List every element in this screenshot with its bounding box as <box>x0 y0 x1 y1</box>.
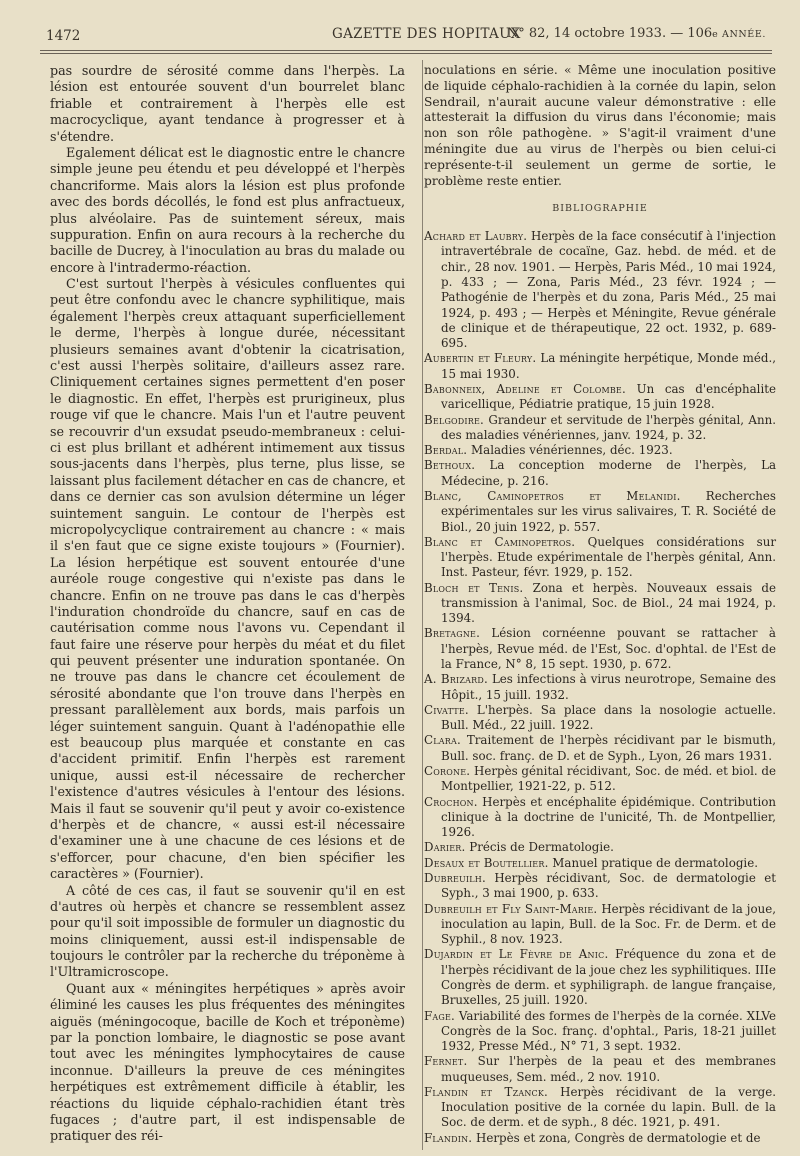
reference-text: Précis de Dermatologie. <box>469 840 614 855</box>
reference-text: Zona et herpès. Nouveaux essais de transmission à l'animal, Soc. de Biol., 24 mai 1924, p. 1394. <box>441 580 776 626</box>
paragraph: pas sourdre de sérosité comme dans l'herpès. La lésion est entourée souvent d'un bourrelet blanc friable et contrairement à l'herpès elle est macrocyclique, ayant tendance à progresser et à s'étendre. <box>50 63 405 144</box>
bibliography-entry <box>424 703 776 734</box>
bibliography-entry <box>424 733 776 764</box>
bibliography-entry <box>424 672 776 703</box>
bibliography-entry <box>424 764 776 795</box>
journal-title: GAZETTE DES HOPITAUX <box>332 26 521 42</box>
bibliography-list <box>424 229 776 1146</box>
bibliography-heading: BIBLIOGRAPHIE <box>552 203 648 215</box>
paragraph: Egalement délicat est le diagnostic entre le chancre simple jeune peu étendu et peu développé et l'herpès chancriforme. Mais alors la lésion est plus profonde avec des bords décollés, le fond est plus anfractueux, plus alvéolaire. Pas de suintement séreux, mais suppuration. Enfin on aura recours à la recherche du bacille de Ducrey, à l'inoculation au bras du malade ou encore à l'intradermo-réaction. <box>50 144 405 275</box>
bibliography-entry <box>424 382 776 413</box>
reference-text: Herpès génital récidivant, Soc. de méd. et biol. de Montpellier, 1921-22, p. 512. <box>441 764 777 794</box>
paragraph: A côté de ces cas, il faut se souvenir qu'il en est d'autres où herpès et chancre se ressemblent assez pour qu'il soit impossible de formuler un diagnostic du moins cliniquement, aussi est-il indispensable de toujours le contrôler par la recherche du tréponème à l'Ultramicroscope. <box>50 882 405 980</box>
reference-text: Herpès et zona, Congrès de dermatologie et de <box>476 1130 761 1145</box>
bibliography-entry <box>424 840 776 855</box>
reference-text: Fréquence du zona et de l'herpès récidivant de la joue chez les syphilitiques. IIIe Congrès de derm. et syphiligraph. de langue française, Bruxelles, 25 juill. 1920. <box>441 947 776 1008</box>
bibliography-entry <box>424 581 776 627</box>
reference-author: Desaux et Boutellier. <box>424 855 549 870</box>
reference-author: Berdal. <box>424 443 468 458</box>
reference-author: Dujardin et Le Fèvre de Anic. <box>424 947 609 962</box>
reference-author: Aubertin et Fleury. <box>424 351 537 366</box>
reference-author: Blanc, Caminopetros et Melanidi. <box>424 488 681 503</box>
reference-author: Fage. <box>424 1008 455 1023</box>
bibliography-entry <box>424 795 776 841</box>
reference-author: Belgodire. <box>424 412 485 427</box>
bibliography-entry <box>424 1054 776 1085</box>
reference-text: La méningite herpétique, Monde méd., 15 mai 1930. <box>441 351 777 381</box>
reference-text: Recherches expérimentales sur les virus salivaires, T. R. Société de Biol., 20 juin 1922, p. 557. <box>441 488 776 534</box>
reference-author: Civatte. <box>424 702 469 717</box>
reference-author: Corone. <box>424 764 471 779</box>
reference-text: Grandeur et servitude de l'herpès génital, Ann. des maladies vénériennes, janv. 1924, p. 32. <box>441 412 777 442</box>
paragraph: Quant aux « méningites herpétiques » après avoir éliminé les causes les plus fréquentes des méningites aiguës (méningocoque, bacille de Koch et tréponème) par la ponction lombaire, le diagnostic se pose avant tout avec les méningites lymphocytaires de cause inconnue. D'ailleurs la preuve de ces méningites herpétiques est extrêmement difficile à établir, les réactions du liquide céphalo-rachidien étant très fugaces ; d'autre part, il est indispensable de pratiquer des réi- <box>50 980 405 1144</box>
reference-author: Flandin et Tzanck. <box>424 1084 548 1099</box>
bibliography-entry <box>424 413 776 444</box>
reference-author: Clara. <box>424 733 461 748</box>
paragraph: C'est surtout l'herpès à vésicules confluentes qui peut être confondu avec le chancre syphilitique, mais également l'herpès creux attaquant superficiellement le derme, l'herpès à longue durée, nécessitant plusieurs semaines avant d'obtenir la cicatrisation, c'est aussi l'herpès solitaire, d'ailleurs assez rare. Cliniquement certaines signes permettent d'en poser le diagnostic. En effet, l'herpès est prurigineux, plus rouge vif que le chancre. Mais l'un et l'autre peuvent se recouvrir d'un exsudat pseudo-membraneux : celui-ci est plus brillant et adhérent intimement aux tissus sous-jacents dans l'herpès, plus terne, plus lisse, se laissant plus facilement détacher en cas de chancre, et dans ce dernier cas son avulsion détermine un léger suintement sanguin. Le contour de l'herpès est micropolycyclique contrairement au chancre : « mais il s'en faut que ce signe existe toujours » (Fournier). La lésion herpétique est souvent entourée d'une auréole rouge congestive qui n'existe pas dans le chancre. Enfin on ne trouve pas dans le cas d'herpès l'induration chondroïde du chancre, sauf en cas de cautérisation comme nous l'avons vu. Cependant il faut faire une réserve pour herpès du méat et du filet qui peuvent présenter une induration spontanée. On ne trouve pas dans le chancre cet écoulement de sérosité abondante que l'on trouve dans l'herpès en pressant parallèlement aux bords, mais parfois un léger suintement sanguin. Quant à l'adénopathie elle est beaucoup plus marquée et constante en cas d'accident primitif. Enfin l'herpès est rarement unique, aussi est-il nécessaire de rechercher l'existence d'autres vésicules à l'entour des lésions. Mais il faut se souvenir qu'il peut y avoir co-existence d'herpès et de chancre, « aussi est-il nécessaire d'examiner une à une chacune de ces lésions et de s'efforcer, pour chacune, d'en bien spécifier les caractères » (Fournier). <box>50 276 405 882</box>
left-column <box>50 63 405 1145</box>
reference-author: Fernet. <box>424 1054 468 1069</box>
reference-text: Lésion cornéenne pouvant se rattacher à l'herpès, Revue méd. de l'Est, Soc. d'ophtal. de l'Est de la France, N° 8, 15 sept. 1930, p. 672. <box>441 626 776 672</box>
bibliography-entry <box>424 1085 776 1131</box>
bibliography-entry <box>424 351 776 382</box>
bibliography-entry <box>424 535 776 581</box>
bibliography-entry <box>424 902 776 948</box>
issue-number-date: N° 82, 14 octobre 1933. — 106 <box>506 26 713 41</box>
issue-info <box>507 26 766 41</box>
reference-text: Un cas d'encéphalite varicellique, Pédiatrie pratique, 15 juin 1928. <box>441 381 776 412</box>
reference-author: Darier. <box>424 840 466 855</box>
reference-text: L'herpès. Sa place dans la nosologie actuelle. Bull. Méd., 22 juill. 1922. <box>441 702 777 733</box>
reference-text: Maladies vénériennes, déc. 1923. <box>471 443 673 458</box>
bibliography-entry <box>424 947 776 1008</box>
reference-author: Bethoux. <box>424 458 476 473</box>
reference-author: Dubreuilh. <box>424 870 486 885</box>
bibliography-entry <box>424 443 776 458</box>
bibliography-entry <box>424 1009 776 1055</box>
reference-author: Bloch et Tenis. <box>424 580 524 595</box>
column-divider <box>422 60 423 1150</box>
reference-author: A. Brizard. <box>424 672 488 687</box>
bibliography-entry <box>424 626 776 672</box>
bibliography-entry <box>424 856 776 871</box>
reference-text: Herpès de la face consécutif à l'injection intravertébrale de cocaïne, Gaz. hebd. de méd. et de chir., 28 nov. 1901. — Herpès, Paris Méd., 10 mai 1924, p. 433 ; — Zona, Paris Méd., 23 févr. 1924 ; — Pathogénie de l'herpès et du zona, Paris Méd., 25 mai 1924, p. 493 ; — Herpès et Méningite, Revue générale de clinique et de thérapeutique, 22 oct. 1932, p. 689-695. <box>441 229 776 351</box>
issue-year-suffix: e ANNÉE. <box>712 29 766 40</box>
reference-text: Herpès récidivant de la verge. Inoculation positive de la cornée du lapin. Bull. de la Soc. de derm. et de syph., 8 déc. 1921, p. 491. <box>441 1084 776 1130</box>
reference-text: Quelques considérations sur l'herpès. Etude expérimentale de l'herpès génital, Ann. Inst. Pasteur, févr. 1929, p. 152. <box>441 534 777 580</box>
reference-text: Variabilité des formes de l'herpès de la cornée. XLVe Congrès de la Soc. franç. d'ophtal., Paris, 18-21 juillet 1932, Presse Méd., N° 71, 3 sept. 1932. <box>441 1008 776 1054</box>
reference-text: Traitement de l'herpès récidivant par le bismuth, Bull. soc. franç. de D. et de Syph., Lyon, 26 mars 1931. <box>441 733 776 763</box>
reference-author: Bretagne. <box>424 626 481 641</box>
page-number: 1472 <box>46 28 81 44</box>
reference-author: Blanc et Caminopetros. <box>424 534 576 549</box>
reference-text: Herpès et encéphalite épidémique. Contribution clinique à la doctrine de l'unicité, Th. de Montpellier, 1926. <box>441 794 776 840</box>
paragraph: noculations en série. « Même une inoculation positive de liquide céphalo-rachidien à la cornée du lapin, selon Sendrail, n'aurait aucune valeur démonstrative : elle attesterait la diffusion du virus dans l'économie; mais non son rôle pathogène. » S'agit-il vraiment d'une méningite due au virus de l'herpès ou bien celui-ci représente-t-il seulement un germe de sortie, le problème reste entier. <box>424 63 776 188</box>
bibliography-entry <box>424 229 776 351</box>
reference-author: Achard et Laubry. <box>424 229 528 244</box>
reference-text: Manuel pratique de dermatologie. <box>552 855 758 870</box>
reference-text: Herpès récidivant de la joue, inoculation au lapin, Bull. de la Soc. Fr. de Derm. et de Syphil., 8 nov. 1923. <box>441 901 776 947</box>
bibliography-entry <box>424 489 776 535</box>
reference-text: La conception moderne de l'herpès, La Médecine, p. 216. <box>441 458 776 488</box>
header-rule <box>40 50 772 54</box>
reference-text: Herpès récidivant, Soc. de dermatologie et Syph., 3 mai 1900, p. 633. <box>441 870 777 901</box>
bibliography-entry <box>424 1131 776 1146</box>
reference-text: Les infections à virus neurotrope, Semaine des Hôpit., 15 juill. 1932. <box>441 672 777 702</box>
reference-author: Dubreuilh et Fly Saint-Marie. <box>424 901 598 916</box>
reference-text: Sur l'herpès de la peau et des membranes muqueuses, Sem. méd., 2 nov. 1910. <box>441 1054 777 1084</box>
bibliography-entry <box>424 871 776 902</box>
reference-author: Crochon. <box>424 794 478 809</box>
right-column <box>424 63 776 1146</box>
page-header <box>46 22 772 48</box>
bibliography-entry <box>424 458 776 489</box>
reference-author: Babonneix, Adeline et Colombe. <box>424 381 626 396</box>
reference-author: Flandin. <box>424 1130 473 1145</box>
